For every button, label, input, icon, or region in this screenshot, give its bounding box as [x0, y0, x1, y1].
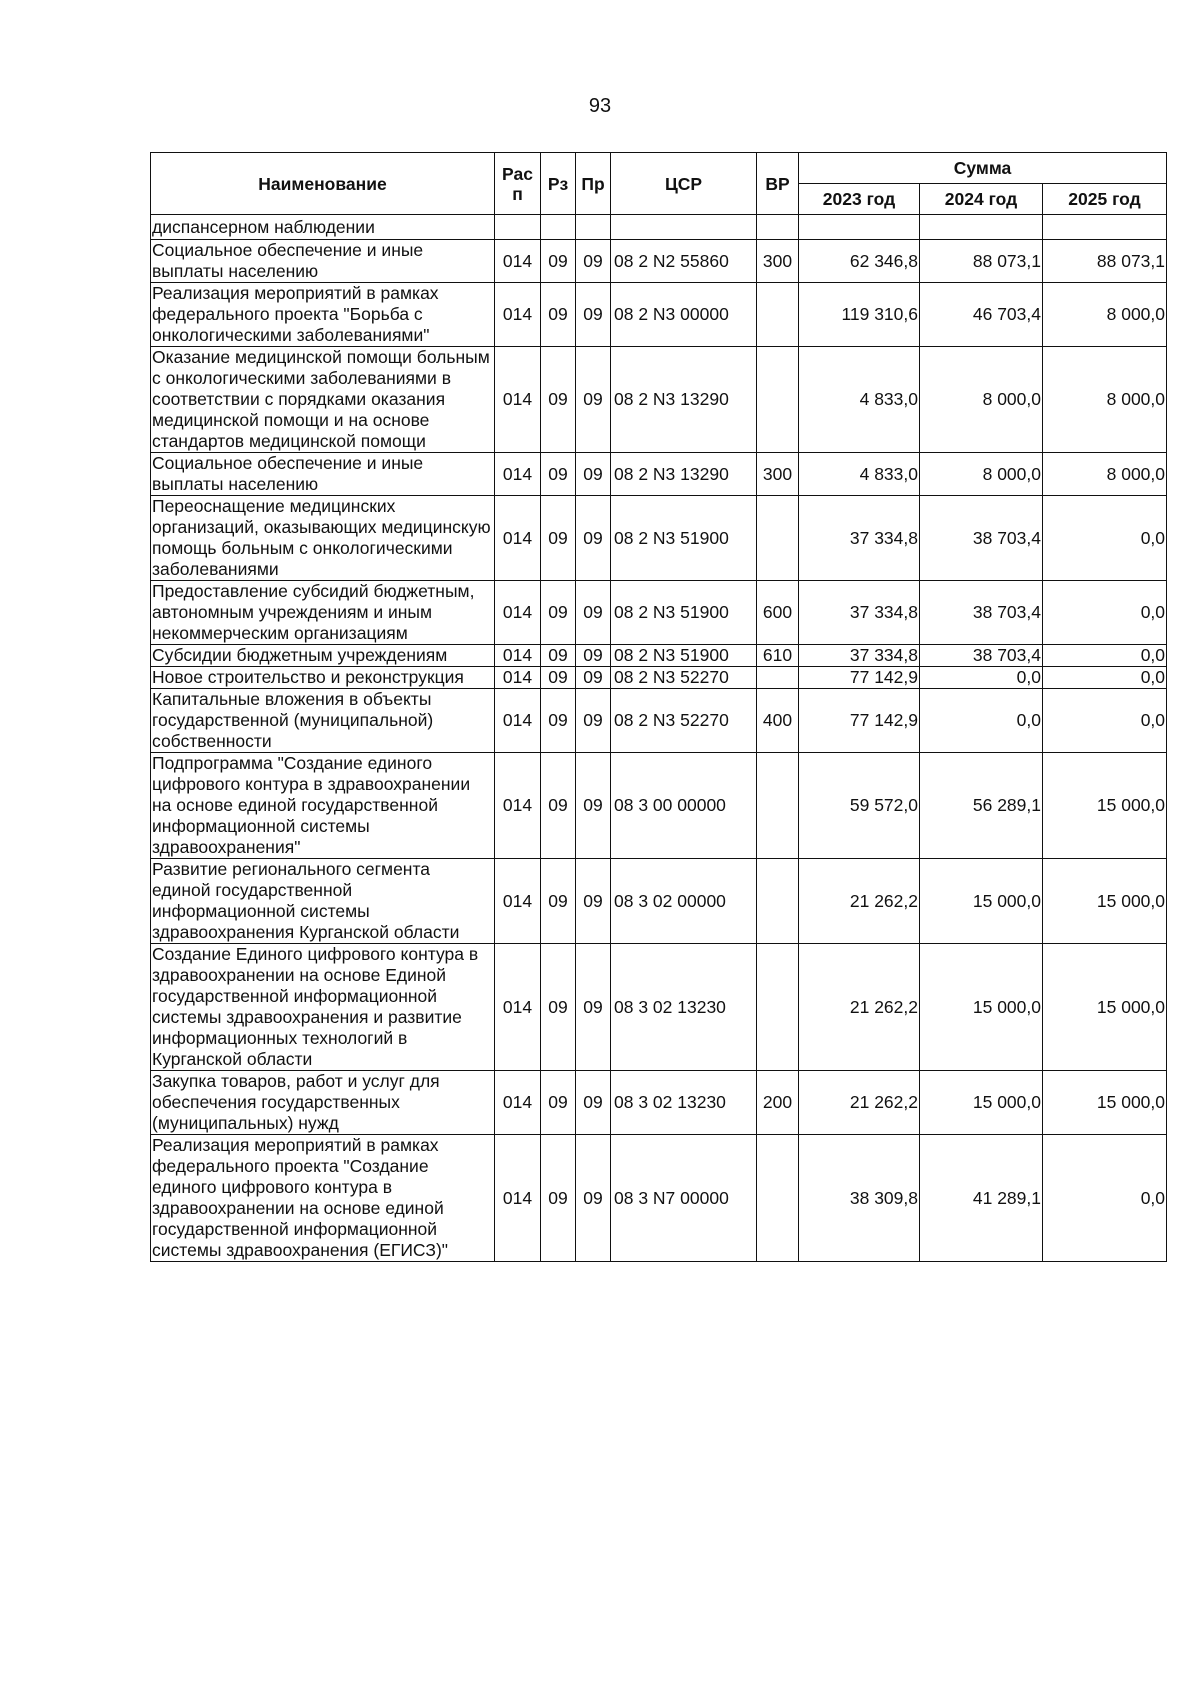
- table-row: [151, 859, 1167, 944]
- cell-name: Социальное обеспечение и иные выплаты населению: [151, 453, 495, 496]
- cell-rz: [541, 215, 576, 240]
- cell-2024: [920, 215, 1043, 240]
- table-row: [151, 1135, 1167, 1262]
- cell-2025: 0,0: [1043, 581, 1167, 645]
- cell-name: Капитальные вложения в объекты государственной (муниципальной) собственности: [151, 689, 495, 753]
- header-year-2023: 2023 год: [799, 184, 920, 215]
- cell-rz: 09: [541, 689, 576, 753]
- table-row: [151, 581, 1167, 645]
- cell-rasp: 014: [495, 453, 541, 496]
- cell-rasp: 014: [495, 859, 541, 944]
- table-row: [151, 347, 1167, 453]
- cell-name: Субсидии бюджетным учреждениям: [151, 645, 495, 667]
- cell-2025: 88 073,1: [1043, 240, 1167, 283]
- cell-2023: 21 262,2: [799, 859, 920, 944]
- cell-name: Социальное обеспечение и иные выплаты населению: [151, 240, 495, 283]
- cell-2025: 15 000,0: [1043, 753, 1167, 859]
- cell-rasp: 014: [495, 347, 541, 453]
- cell-pr: 09: [576, 944, 611, 1071]
- cell-name: Закупка товаров, работ и услуг для обеспечения государственных (муниципальных) нужд: [151, 1071, 495, 1135]
- cell-2023: 37 334,8: [799, 645, 920, 667]
- table-row: [151, 240, 1167, 283]
- cell-csr: 08 2 N3 52270: [611, 667, 757, 689]
- cell-pr: 09: [576, 1135, 611, 1262]
- cell-csr: 08 2 N2 55860: [611, 240, 757, 283]
- cell-vr: [757, 944, 799, 1071]
- cell-rz: 09: [541, 347, 576, 453]
- header-csr: ЦСР: [611, 153, 757, 215]
- cell-rasp: 014: [495, 753, 541, 859]
- cell-name: Реализация мероприятий в рамках федерального проекта "Создание единого цифрового контура в здравоохранении на основе единой государственной информационной системы здравоохранения (ЕГИСЗ)": [151, 1135, 495, 1262]
- budget-table: [150, 152, 1167, 1262]
- cell-csr: 08 2 N3 13290: [611, 453, 757, 496]
- cell-2023: 62 346,8: [799, 240, 920, 283]
- cell-2025: 15 000,0: [1043, 944, 1167, 1071]
- cell-name: Подпрограмма "Создание единого цифрового контура в здравоохранении на основе единой государственной информационной системы здравоохранения": [151, 753, 495, 859]
- cell-2024: 15 000,0: [920, 859, 1043, 944]
- header-pr: Пр: [576, 153, 611, 215]
- cell-vr: 400: [757, 689, 799, 753]
- table-row: [151, 283, 1167, 347]
- cell-rasp: 014: [495, 496, 541, 581]
- cell-2023: 59 572,0: [799, 753, 920, 859]
- cell-rz: 09: [541, 859, 576, 944]
- cell-rasp: 014: [495, 944, 541, 1071]
- cell-2023: [799, 215, 920, 240]
- cell-2024: 38 703,4: [920, 496, 1043, 581]
- cell-vr: [757, 1135, 799, 1262]
- cell-2024: 15 000,0: [920, 1071, 1043, 1135]
- table-header: [151, 153, 1167, 215]
- cell-rasp: 014: [495, 689, 541, 753]
- cell-2025: 15 000,0: [1043, 1071, 1167, 1135]
- table-row: [151, 645, 1167, 667]
- cell-rasp: 014: [495, 1135, 541, 1262]
- cell-pr: 09: [576, 689, 611, 753]
- cell-2024: 46 703,4: [920, 283, 1043, 347]
- cell-2024: 41 289,1: [920, 1135, 1043, 1262]
- cell-name: Реализация мероприятий в рамках федерального проекта "Борьба с онкологическими заболеваниями": [151, 283, 495, 347]
- cell-pr: 09: [576, 453, 611, 496]
- table-row: [151, 944, 1167, 1071]
- cell-rz: 09: [541, 283, 576, 347]
- cell-csr: 08 2 N3 51900: [611, 496, 757, 581]
- cell-vr: 300: [757, 453, 799, 496]
- table-row: [151, 667, 1167, 689]
- header-name: Наименование: [151, 153, 495, 215]
- cell-2023: 77 142,9: [799, 667, 920, 689]
- cell-csr: 08 3 00 00000: [611, 753, 757, 859]
- cell-2024: 56 289,1: [920, 753, 1043, 859]
- cell-rz: 09: [541, 667, 576, 689]
- table-row: [151, 496, 1167, 581]
- cell-2024: 8 000,0: [920, 453, 1043, 496]
- cell-pr: 09: [576, 1071, 611, 1135]
- cell-2025: 0,0: [1043, 667, 1167, 689]
- cell-2023: 37 334,8: [799, 581, 920, 645]
- header-vr: ВР: [757, 153, 799, 215]
- table-row: [151, 1071, 1167, 1135]
- cell-csr: [611, 215, 757, 240]
- cell-rz: 09: [541, 496, 576, 581]
- cell-pr: 09: [576, 496, 611, 581]
- cell-2025: 8 000,0: [1043, 453, 1167, 496]
- cell-vr: [757, 859, 799, 944]
- cell-csr: 08 2 N3 52270: [611, 689, 757, 753]
- cell-2024: 0,0: [920, 667, 1043, 689]
- header-year-2025: 2025 год: [1043, 184, 1167, 215]
- table-row: [151, 215, 1167, 240]
- cell-2023: 4 833,0: [799, 347, 920, 453]
- cell-rasp: 014: [495, 581, 541, 645]
- cell-2023: 77 142,9: [799, 689, 920, 753]
- cell-2024: 38 703,4: [920, 581, 1043, 645]
- cell-2023: 119 310,6: [799, 283, 920, 347]
- cell-2023: 21 262,2: [799, 1071, 920, 1135]
- cell-csr: 08 3 N7 00000: [611, 1135, 757, 1262]
- cell-2023: 38 309,8: [799, 1135, 920, 1262]
- cell-name: Развитие регионального сегмента единой государственной информационной системы здравоохранения Курганской области: [151, 859, 495, 944]
- cell-2025: 0,0: [1043, 1135, 1167, 1262]
- cell-name: Предоставление субсидий бюджетным, автономным учреждениям и иным некоммерческим организациям: [151, 581, 495, 645]
- cell-vr: 300: [757, 240, 799, 283]
- cell-pr: 09: [576, 645, 611, 667]
- cell-csr: 08 2 N3 13290: [611, 347, 757, 453]
- cell-pr: 09: [576, 753, 611, 859]
- cell-vr: [757, 667, 799, 689]
- cell-2024: 0,0: [920, 689, 1043, 753]
- table-body: [151, 215, 1167, 1262]
- header-year-2024: 2024 год: [920, 184, 1043, 215]
- cell-rz: 09: [541, 1135, 576, 1262]
- cell-csr: 08 2 N3 51900: [611, 645, 757, 667]
- cell-pr: 09: [576, 581, 611, 645]
- cell-rz: 09: [541, 453, 576, 496]
- cell-rasp: [495, 215, 541, 240]
- cell-2023: 4 833,0: [799, 453, 920, 496]
- cell-2025: 0,0: [1043, 645, 1167, 667]
- header-rasp: Рас п: [495, 153, 541, 215]
- page-number: 93: [588, 95, 612, 117]
- cell-rz: 09: [541, 753, 576, 859]
- cell-vr: [757, 215, 799, 240]
- cell-2025: 0,0: [1043, 689, 1167, 753]
- header-sum: Сумма: [799, 153, 1167, 184]
- cell-rasp: 014: [495, 240, 541, 283]
- cell-pr: 09: [576, 859, 611, 944]
- cell-rz: 09: [541, 645, 576, 667]
- cell-rasp: 014: [495, 645, 541, 667]
- cell-2023: 21 262,2: [799, 944, 920, 1071]
- cell-rz: 09: [541, 240, 576, 283]
- cell-2024: 38 703,4: [920, 645, 1043, 667]
- cell-pr: [576, 215, 611, 240]
- cell-2023: 37 334,8: [799, 496, 920, 581]
- cell-name: Создание Единого цифрового контура в здравоохранении на основе Единой государственной информационной системы здравоохранения и развитие информационных технологий в Курганской области: [151, 944, 495, 1071]
- cell-2024: 15 000,0: [920, 944, 1043, 1071]
- header-rz: Рз: [541, 153, 576, 215]
- cell-rz: 09: [541, 944, 576, 1071]
- cell-pr: 09: [576, 347, 611, 453]
- cell-2024: 88 073,1: [920, 240, 1043, 283]
- cell-vr: 610: [757, 645, 799, 667]
- cell-vr: 600: [757, 581, 799, 645]
- cell-vr: 200: [757, 1071, 799, 1135]
- table-row: [151, 689, 1167, 753]
- cell-name: Оказание медицинской помощи больным с онкологическими заболеваниями в соответствии с порядками оказания медицинской помощи и на основе стандартов медицинской помощи: [151, 347, 495, 453]
- cell-2024: 8 000,0: [920, 347, 1043, 453]
- cell-csr: 08 3 02 00000: [611, 859, 757, 944]
- cell-csr: 08 2 N3 00000: [611, 283, 757, 347]
- cell-vr: [757, 496, 799, 581]
- cell-rasp: 014: [495, 1071, 541, 1135]
- cell-pr: 09: [576, 240, 611, 283]
- cell-name: Переоснащение медицинских организаций, оказывающих медицинскую помощь больным с онкологическими заболеваниями: [151, 496, 495, 581]
- cell-2025: 15 000,0: [1043, 859, 1167, 944]
- cell-rasp: 014: [495, 667, 541, 689]
- cell-csr: 08 3 02 13230: [611, 1071, 757, 1135]
- table-row: [151, 453, 1167, 496]
- cell-pr: 09: [576, 667, 611, 689]
- cell-name: Новое строительство и реконструкция: [151, 667, 495, 689]
- cell-rz: 09: [541, 1071, 576, 1135]
- cell-vr: [757, 753, 799, 859]
- cell-vr: [757, 283, 799, 347]
- cell-2025: [1043, 215, 1167, 240]
- cell-vr: [757, 347, 799, 453]
- cell-pr: 09: [576, 283, 611, 347]
- cell-2025: 8 000,0: [1043, 347, 1167, 453]
- cell-name: диспансерном наблюдении: [151, 215, 495, 240]
- cell-csr: 08 3 02 13230: [611, 944, 757, 1071]
- cell-rz: 09: [541, 581, 576, 645]
- cell-rasp: 014: [495, 283, 541, 347]
- table-row: [151, 753, 1167, 859]
- cell-2025: 8 000,0: [1043, 283, 1167, 347]
- cell-2025: 0,0: [1043, 496, 1167, 581]
- cell-csr: 08 2 N3 51900: [611, 581, 757, 645]
